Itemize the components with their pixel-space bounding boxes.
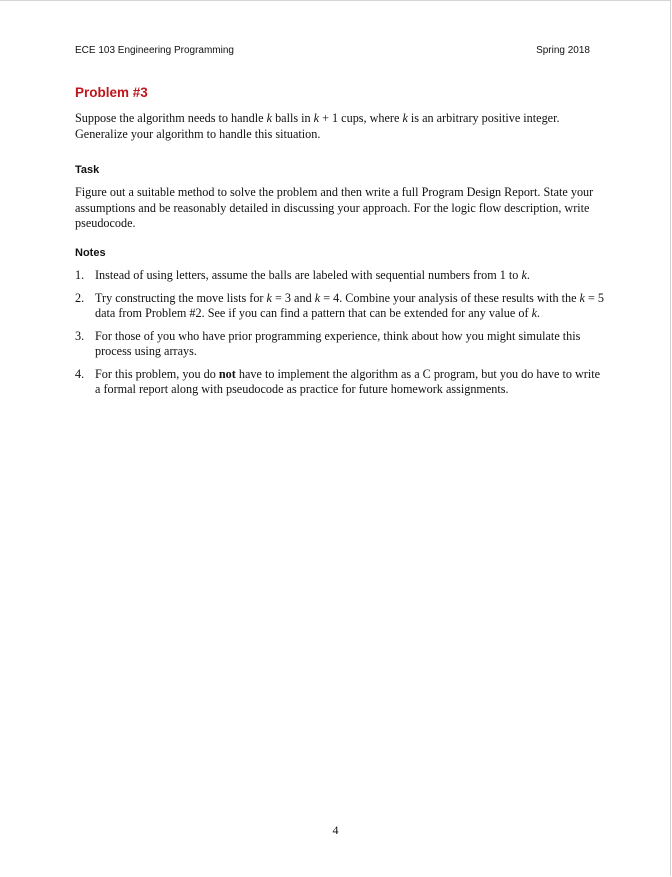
task-text: Figure out a suitable method to solve the problem and then write a full Program Design Report. State your assumptions and be reasonably detailed in discussing your approach. For the logic flow description, write pseudocode. (75, 185, 594, 230)
notes-list (75, 268, 605, 405)
list-item-number: 2. (75, 290, 85, 305)
problem-title: Problem #3 (75, 85, 148, 100)
list-item-number: 1. (75, 268, 85, 282)
list-item-number: 4. (75, 366, 85, 381)
problem-statement: Suppose the algorithm needs to handle k balls in k + 1 cups, where k is an arbitrary positive integer. Generalize your algorithm to handle this situation. (75, 111, 560, 141)
list-item: 3. For those of you who have prior programming experience, think about how you might simulate this process using arrays. (75, 328, 581, 358)
list-item: 2. Try constructing the move lists for k = 3 and k = 4. Combine your analysis of these results with the k = 5 data from Problem #2. See if you can find a pattern that can be extended for any value of k. (75, 290, 605, 320)
task-heading: Task (75, 164, 100, 176)
page-number: 4 (332, 823, 339, 837)
list-item: 4. For this problem, you do not have to implement the algorithm as a C program, but you do have to write a formal report along with pseudocode as practice for future homework assignments. (75, 366, 601, 396)
list-item: 1. Instead of using letters, assume the balls are labeled with sequential numbers from 1 to k. (75, 268, 530, 282)
header-course: ECE 103 Engineering Programming (75, 45, 234, 56)
list-item-number: 3. (75, 328, 85, 343)
header-term: Spring 2018 (536, 45, 590, 56)
notes-heading: Notes (75, 247, 106, 259)
